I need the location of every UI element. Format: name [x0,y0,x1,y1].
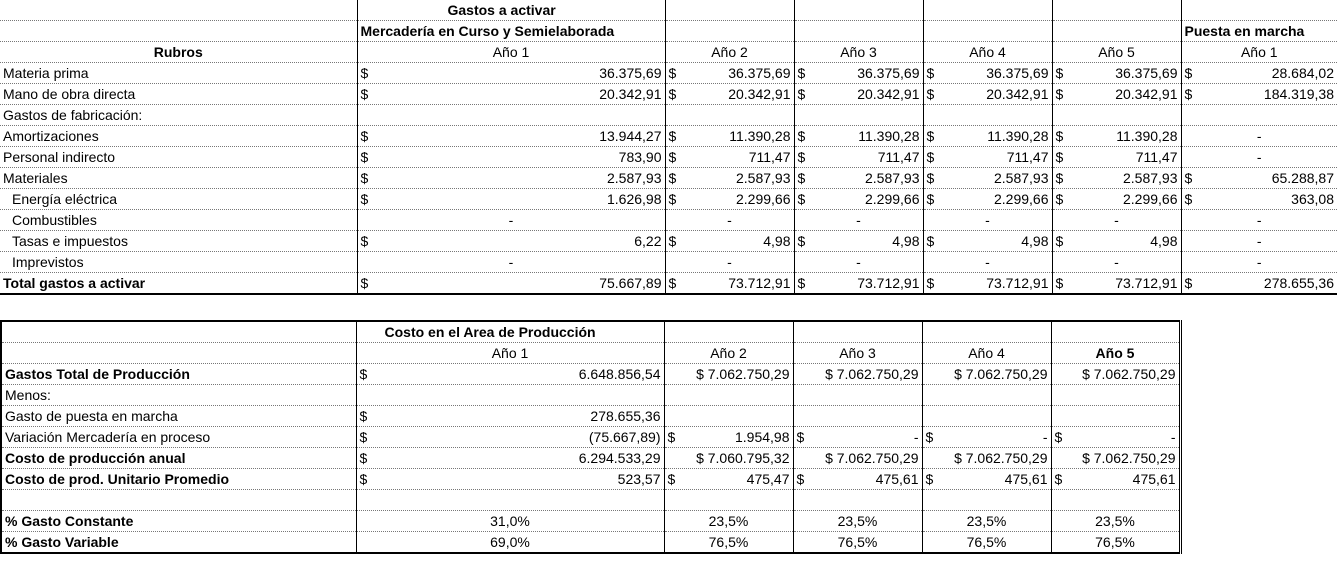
currency-symbol: $ [926,149,935,165]
empty-header-cell [793,321,922,343]
amount-cell [794,147,923,168]
amount-cell [794,231,923,252]
row-label: Personal indirecto [0,147,357,168]
currency-symbol: $ [360,65,369,81]
amount-value: 36.375,69 [1115,65,1178,81]
amount-value: 75.667,89 [599,275,662,291]
amount-value: 2.587,93 [607,170,662,186]
currency-symbol: $ [1055,86,1064,102]
spacer-cell [1051,490,1180,511]
puesta-amount-cell [1181,105,1337,126]
empty-header-cell [0,0,357,21]
currency-symbol: $ [797,86,806,102]
row-label: Total gastos a activar [0,273,357,295]
amount-cell [1051,385,1180,406]
amount-cell [1052,189,1181,210]
amount-value: 20.342,91 [728,86,791,102]
puesta-amount: - [1181,231,1337,252]
currency-symbol: $ [360,275,369,291]
currency-symbol: $ [1055,170,1064,186]
year-header: Año 2 [664,343,793,364]
amount-cell [1051,406,1180,427]
amount-value: - [1042,429,1048,445]
amount-value: 73.712,91 [1115,275,1178,291]
pct-row-label: % Gasto Constante [1,511,356,532]
currency-symbol: $ [1055,191,1064,207]
currency-symbol: $ [668,86,677,102]
row-label: Imprevistos [0,252,357,273]
amount-value: 2.587,93 [736,170,791,186]
row-label: Combustibles [0,210,357,231]
row-label: Menos: [1,385,356,406]
row-label: Mano de obra directa [0,84,357,105]
amount-value: 4,98 [1150,233,1178,249]
currency-symbol: $ [797,170,806,186]
amount-cell [793,469,922,490]
amount-value: 73.712,91 [728,275,791,291]
currency-symbol: $ [1055,275,1064,291]
amount-value: 6.294.533,29 [578,450,661,466]
amount-value: 475,61 [1004,471,1048,487]
amount-cell [665,189,794,210]
currency-symbol: $ [668,233,677,249]
year-header: Año 4 [922,343,1051,364]
spacer-cell [793,490,922,511]
puesta-amount: - [1181,126,1337,147]
empty-header-cell [922,321,1051,343]
currency-symbol: $ [926,275,935,291]
currency-symbol: $ [359,471,368,487]
amount-value: 4,98 [1021,233,1049,249]
currency-symbol: $ [797,233,806,249]
amount-cell [923,168,1052,189]
amount-value: - [923,252,1052,273]
amount-cell [664,469,793,490]
amount-cell [923,273,1052,295]
currency-symbol: $ [359,429,368,445]
amount-cell [793,385,922,406]
amount-value: - [1052,252,1181,273]
currency-symbol: $ [1054,471,1063,487]
empty-header-cell [1,321,356,343]
amount-cell [1051,427,1180,448]
empty-header-cell [1052,21,1181,42]
amount-cell [357,147,665,168]
puesta-year-header: Año 1 [1181,42,1337,63]
amount-cell [357,189,665,210]
amount-value: 363,08 [1291,191,1334,207]
amount-value: 2.587,93 [1123,170,1178,186]
pct-value: 23,5% [793,511,922,532]
amount-cell [1052,231,1181,252]
empty-header-cell [1052,0,1181,21]
empty-header-cell [794,0,923,21]
amount-value: 6,22 [634,233,662,249]
currency-symbol: $ [667,471,676,487]
amount-value: 711,47 [1135,149,1178,165]
amount-cell [665,126,794,147]
amount-cell [356,385,664,406]
currency-symbol: $ [668,275,677,291]
row-label: Gasto de puesta en marcha [1,406,356,427]
currency-symbol: $ [360,128,369,144]
currency-symbol: $ [359,408,368,424]
row-label: Materiales [0,168,357,189]
currency-symbol: $ [1184,170,1193,186]
amount-value: $ 7.062.750,29 [664,364,793,385]
amount-cell [357,63,665,84]
amount-cell [1052,168,1181,189]
currency-symbol: $ [1055,65,1064,81]
amount-value: 28.684,02 [1271,65,1334,81]
year-header: Año 5 [1052,42,1181,63]
puesta-amount-cell [1181,168,1337,189]
amount-value: 11.390,28 [1116,128,1178,144]
currency-symbol: $ [359,450,368,466]
amount-cell [1052,63,1181,84]
year-header: Año 1 [356,343,664,364]
amount-value: 11.390,28 [987,128,1049,144]
currency-symbol: $ [925,471,934,487]
currency-symbol: $ [668,149,677,165]
currency-symbol: $ [360,191,369,207]
currency-symbol: $ [926,86,935,102]
pct-value: 23,5% [664,511,793,532]
amount-cell [356,364,664,385]
amount-value: 1.954,98 [735,429,790,445]
spacer-cell [356,490,664,511]
amount-value: 711,47 [748,149,791,165]
amount-value: 475,47 [746,471,790,487]
amount-cell [356,406,664,427]
puesta-en-marcha-header: Puesta en marcha [1181,21,1337,42]
amount-value: - [923,210,1052,231]
empty-header-cell [665,0,794,21]
amount-value: 2.299,66 [865,191,920,207]
amount-cell [665,63,794,84]
puesta-amount-cell [1181,273,1337,295]
currency-symbol: $ [360,233,369,249]
amount-cell [357,273,665,295]
amount-value: $ 7.062.750,29 [1051,448,1180,469]
currency-symbol: $ [360,170,369,186]
spacer-cell [664,490,793,511]
amount-value: 2.587,93 [865,170,920,186]
amount-cell [665,147,794,168]
amount-value: 20.342,91 [1115,86,1178,102]
amount-cell [794,84,923,105]
amount-value: 278.655,36 [590,408,661,424]
amount-value: 711,47 [1006,149,1049,165]
amount-cell [357,84,665,105]
year-header: Año 5 [1051,343,1180,364]
currency-symbol: $ [1054,429,1063,445]
amount-cell [665,273,794,295]
currency-symbol: $ [926,233,935,249]
currency-symbol: $ [1184,86,1193,102]
rubros-header: Rubros [0,42,357,63]
amount-cell [356,448,664,469]
pct-value: 69,0% [356,532,664,554]
amount-cell [357,231,665,252]
year-header: Año 3 [793,343,922,364]
currency-symbol: $ [1055,233,1064,249]
amount-value: 20.342,91 [857,86,920,102]
currency-symbol: $ [925,429,934,445]
empty-header-cell [794,21,923,42]
amount-value: 184.319,38 [1263,86,1334,102]
empty-header-cell [0,21,357,42]
amount-value: 65.288,87 [1271,170,1334,186]
row-label: Gastos Total de Producción [1,364,356,385]
amount-value: 278.655,36 [1263,275,1334,291]
currency-symbol: $ [667,429,676,445]
amount-value: - [913,429,919,445]
pct-value: 76,5% [664,532,793,554]
amount-cell [357,126,665,147]
amount-value: 73.712,91 [857,275,920,291]
currency-symbol: $ [796,471,805,487]
amount-cell [356,469,664,490]
amount-cell [923,105,1052,126]
amount-cell [794,189,923,210]
amount-cell [794,126,923,147]
currency-symbol: $ [1184,275,1193,291]
row-label: Amortizaciones [0,126,357,147]
amount-value: - [665,210,794,231]
puesta-amount-cell [1181,84,1337,105]
amount-cell [357,105,665,126]
row-label: Energía eléctrica [0,189,357,210]
currency-symbol: $ [797,275,806,291]
amount-value: 2.299,66 [1123,191,1178,207]
currency-symbol: $ [668,65,677,81]
currency-symbol: $ [360,149,369,165]
amount-cell [923,63,1052,84]
amount-cell [664,427,793,448]
amount-cell [1052,105,1181,126]
amount-cell [794,168,923,189]
amount-cell [665,168,794,189]
pct-value: 76,5% [1051,532,1180,554]
currency-symbol: $ [359,366,368,382]
currency-symbol: $ [1055,128,1064,144]
year-header: Año 4 [923,42,1052,63]
amount-cell [922,406,1051,427]
amount-cell [922,469,1051,490]
amount-cell [923,189,1052,210]
spacer-cell [1,490,356,511]
amount-value: - [357,252,665,273]
amount-cell [356,427,664,448]
currency-symbol: $ [360,86,369,102]
currency-symbol: $ [1055,149,1064,165]
pct-row-label: % Gasto Variable [1,532,356,554]
empty-header-cell [1,343,356,364]
puesta-amount-cell [1181,63,1337,84]
amount-value: $ 7.062.750,29 [922,448,1051,469]
amount-value: $ 7.060.795,32 [664,448,793,469]
amount-cell [665,105,794,126]
costo-area-produccion-table [0,320,1182,554]
amount-cell [923,231,1052,252]
amount-value: 36.375,69 [728,65,791,81]
amount-cell [664,385,793,406]
amount-cell [923,147,1052,168]
row-label: Tasas e impuestos [0,231,357,252]
amount-value: 783,90 [618,149,662,165]
amount-value: 475,61 [875,471,919,487]
amount-value: 711,47 [877,149,920,165]
amount-value: $ 7.062.750,29 [1051,364,1180,385]
empty-header-cell [923,0,1052,21]
amount-value: - [1052,210,1181,231]
amount-cell [357,168,665,189]
puesta-amount: - [1181,210,1337,231]
row-label: Costo de producción anual [1,448,356,469]
currency-symbol: $ [926,170,935,186]
currency-symbol: $ [926,128,935,144]
currency-symbol: $ [668,170,677,186]
amount-value: 4,98 [763,233,791,249]
pct-value: 76,5% [793,532,922,554]
currency-symbol: $ [668,191,677,207]
empty-header-cell [664,321,793,343]
currency-symbol: $ [797,128,806,144]
empty-header-cell [665,21,794,42]
currency-symbol: $ [668,128,677,144]
amount-value: 11.390,28 [858,128,920,144]
amount-value: - [665,252,794,273]
amount-value: $ 7.062.750,29 [793,448,922,469]
currency-symbol: $ [796,429,805,445]
amount-value: - [794,252,923,273]
puesta-amount: - [1181,252,1337,273]
amount-cell [1052,147,1181,168]
amount-value: 13.944,27 [599,128,662,144]
amount-value: $ 7.062.750,29 [922,364,1051,385]
gastos-subtitle: Mercadería en Curso y Semielaborada [357,21,665,42]
puesta-amount: - [1181,147,1337,168]
amount-value: 36.375,69 [986,65,1049,81]
amount-value: 475,61 [1132,471,1176,487]
puesta-amount-cell [1181,189,1337,210]
currency-symbol: $ [926,191,935,207]
amount-cell [794,105,923,126]
amount-value: 11.390,28 [729,128,791,144]
row-label: Variación Mercadería en proceso [1,427,356,448]
amount-cell [1052,273,1181,295]
amount-value: (75.667,89) [588,429,661,445]
currency-symbol: $ [797,65,806,81]
year-header: Año 1 [357,42,665,63]
currency-symbol: $ [1184,65,1193,81]
pct-value: 23,5% [922,511,1051,532]
empty-header-cell [1051,321,1180,343]
amount-value: - [357,210,665,231]
amount-value: 20.342,91 [986,86,1049,102]
currency-symbol: $ [1184,191,1193,207]
costo-title: Costo en el Area de Producción [356,321,664,343]
amount-value: 2.299,66 [994,191,1049,207]
amount-value: 6.648.856,54 [578,366,661,382]
amount-cell [923,84,1052,105]
amount-value: 36.375,69 [857,65,920,81]
amount-value: 1.626,98 [607,191,662,207]
row-label: Gastos de fabricación: [0,105,357,126]
currency-symbol: $ [926,65,935,81]
amount-cell [1052,126,1181,147]
amount-cell [794,63,923,84]
amount-value: 4,98 [892,233,920,249]
amount-cell [665,84,794,105]
amount-value: 73.712,91 [986,275,1049,291]
empty-header-cell [923,21,1052,42]
amount-value: - [794,210,923,231]
pct-value: 23,5% [1051,511,1180,532]
currency-symbol: $ [797,191,806,207]
amount-value: 523,57 [617,471,661,487]
amount-cell [922,427,1051,448]
amount-cell [793,427,922,448]
amount-value: 36.375,69 [599,65,662,81]
year-header: Año 3 [794,42,923,63]
empty-header-cell [1181,0,1337,21]
amount-cell [922,385,1051,406]
pct-value: 31,0% [356,511,664,532]
amount-cell [664,406,793,427]
amount-cell [923,126,1052,147]
amount-cell [665,231,794,252]
pct-value: 76,5% [922,532,1051,554]
amount-cell [1052,84,1181,105]
gastos-title: Gastos a activar [357,0,665,21]
amount-cell [794,273,923,295]
amount-value: 2.299,66 [736,191,791,207]
amount-value: - [1170,429,1176,445]
amount-cell [793,406,922,427]
row-label: Materia prima [0,63,357,84]
amount-value: 2.587,93 [994,170,1049,186]
amount-cell [1051,469,1180,490]
amount-value: 20.342,91 [599,86,662,102]
amount-value: $ 7.062.750,29 [793,364,922,385]
year-header: Año 2 [665,42,794,63]
currency-symbol: $ [797,149,806,165]
row-label: Costo de prod. Unitario Promedio [1,469,356,490]
spacer-cell [922,490,1051,511]
